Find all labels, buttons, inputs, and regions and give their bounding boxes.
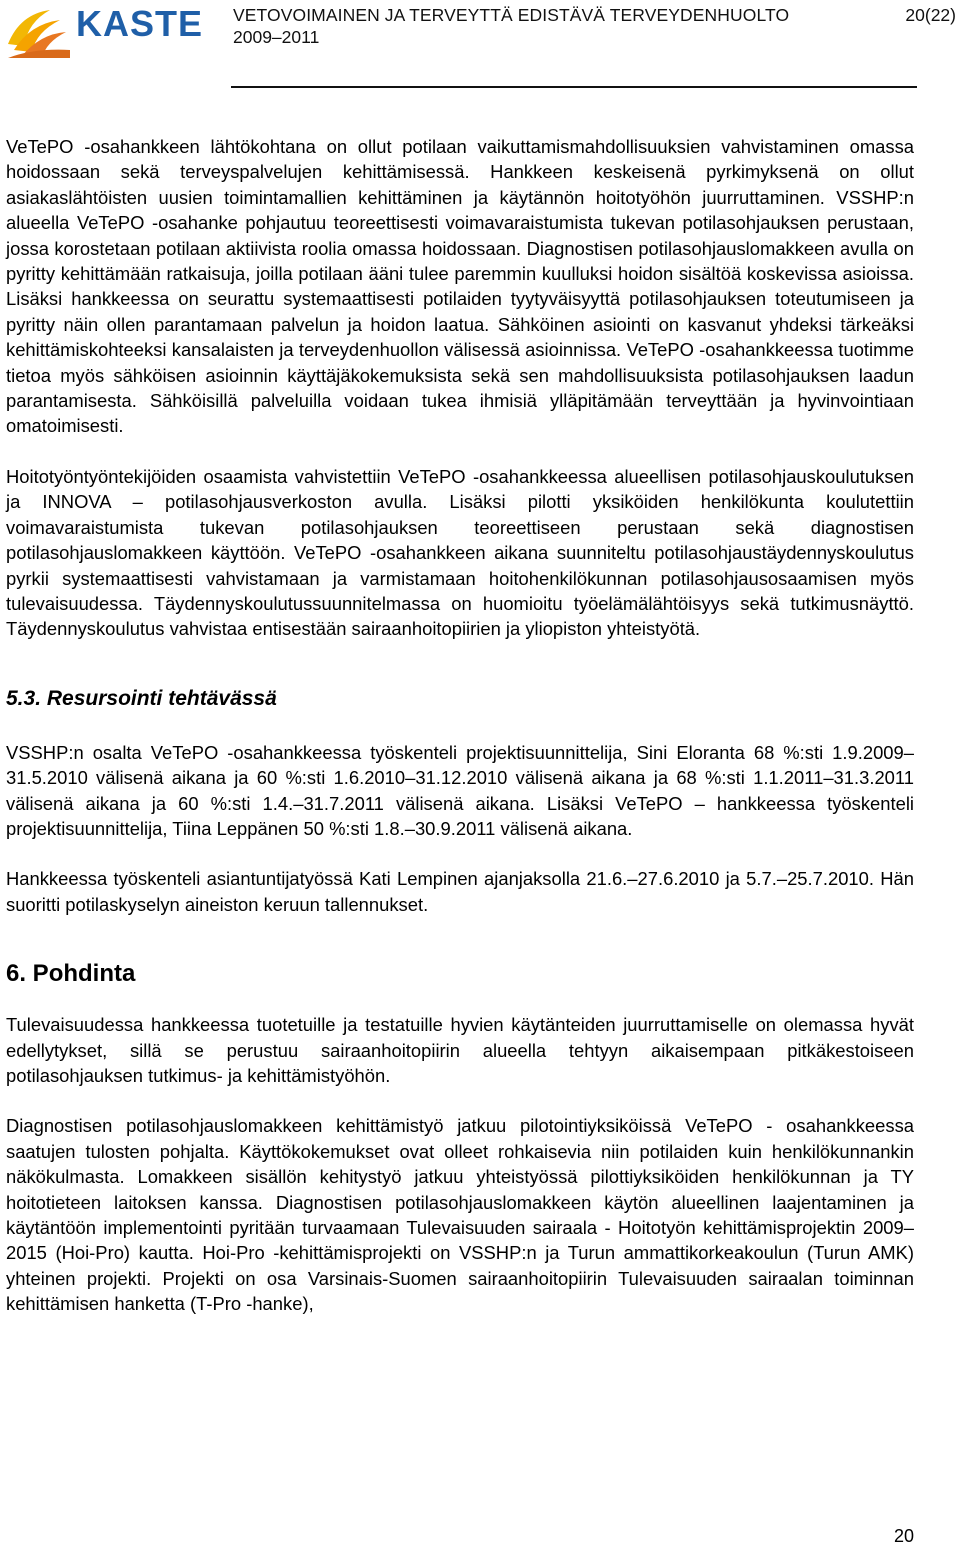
document-body [6, 134, 914, 1342]
paragraph-training: Hoitotyöntyöntekijöiden osaamista vahvistettiin VeTePO -osahankkeessa alueellisen potilasohjauskoulutuksen ja INNOVA – potilasohjausverkoston avulla. Lisäksi pilotti yksiköiden henkilökunta koulutettiin voimavaraistumista tukevan potilasohjauksen teoreettiseen perustaan sekä diagnostisen potilasohjauslomakkeen käyttöön. VeTePO -osahankkeen aikana suunniteltu potilasohjaustäydennyskoulutus pyrkii systemaattisesti vahvistamaan ja varmistamaan hoitohenkilökunnan potilasohjausosaamisen myös tulevaisuudessa. Täydennyskoulutussuunnitelmassa on huomioitu työelämälähtöisyys sekä tutkimusnäyttö. Täydennyskoulutus vahvistaa entisestään sairaanhoitopiirien ja yliopiston yhteistyötä. [6, 465, 914, 640]
kaste-logo-mark [8, 10, 70, 58]
paragraph-discussion-2: Diagnostisen potilasohjauslomakkeen kehittämistyö jatkuu pilotointiyksiköissä VeTePO - osahankkeessa saatujen tulosten pohjalta. Käyttökokemukset ovat olleet rohkaisevia niin potilaiden kuin henkilökunnankin näkökulmasta. Lomakkeen sisällön kehitystyö jatkuu yhteistyössä pilottiyksiköiden henkilökunnan ja TY hoitotieteen laitoksen kanssa. Diagnostisen potilasohjauslomakkeen käytön alueellinen laajentaminen ja käytäntöön implementointi pyritään turvaamaan Tulevaisuuden sairaala - Hoitotyön kehittämisprojektin 2009–2015 (Hoi-Pro) kautta. Hoi-Pro -kehittämisprojekti on VSSHP:n ja Turun ammattikorkeakoulun (Turun AMK) yhteinen projekti. Projekti on osa Varsinais-Suomen sairaanhoitopiirin Tulevaisuuden sairaalan toiminnan kehittämisen hanketta (T-Pro -hanke), [6, 1115, 914, 1315]
paragraph-expert-work: Hankkeessa työskenteli asiantuntijatyössä Kati Lempinen ajanjaksolla 21.6.–27.6.2010 ja 5.7.–25.7.2010. Hän suoritti potilaskyselyn aineiston keruun tallennukset. [6, 868, 914, 915]
header-years: 2009–2011 [233, 27, 320, 47]
paragraph-resources: VSSHP:n osalta VeTePO -osahankkeessa työskenteli projektisuunnittelija, Sini Eloranta 68 %:sti 1.9.2009–31.5.2010 välisenä aikana ja 60 %:sti 1.6.2010–31.12.2010 välisenä aikana ja 68 %:sti 1.1.2011–31.3.2011 välisenä aikana ja 60 %:sti 1.4.–31.7.2011 välisenä aikana. Lisäksi VeTePO – hankkeessa työskenteli projektisuunnittelija, Tiina Leppänen 50 %:sti 1.8.–30.9.2011 välisenä aikana. [6, 741, 914, 839]
footer-page-number: 20 [893, 1526, 914, 1546]
paragraph-vetepo-intro: VeTePO -osahankkeen lähtökohtana on ollut potilaan vaikuttamismahdollisuuksien vahvistaminen omassa hoidossaan sekä terveyspalvelujen kehittämisessä. Hankkeen keskeisenä pyrkimyksenä on ollut asiakaslähtöisten uusien toimintamallien kehittäminen ja käytännön hoitotyöhön juurruttaminen. VSSHP:n alueella VeTePO -osahanke pohjautuu teoreettisesti voimavaraistumista tukevan potilasohjauksen perustaan, jossa korostetaan potilaan aktiivista roolia omassa hoidossaan. Diagnostisen potilasohjauslomakkeen avulla on pyritty kehittämään ratkaisuja, joilla potilaan ääni tulee paremmin kuulluksi hoidon sisältöä koskevissa asioissa. Lisäksi hankkeessa on seurattu systemaattisesti potilaiden tyytyväisyyttä potilasohjauksen toteutumiseen ja pyritty näin ollen parantamaan palvelun ja hoidon laatua. Sähköinen asiointi on kasvanut yhdeksi tärkeäksi kehittämiskohteeksi kansalaisten ja terveydenhuollon välisessä asioinnissa. VeTePO -osahankkeessa tuotimme tietoa myös sähköisen asioinnin käyttäjäkokemuksista sekä sen mahdollisuuksista potilasohjauksen laadun parantamisesta. Sähköisillä palveluilla voidaan tukea ihmisiä ylläpitämään terveyttään ja hyvinvointiaan omatoimisesti. [6, 136, 914, 437]
paragraph-discussion-1: Tulevaisuudessa hankkeessa tuotetuille ja testatuille hyvien käytänteiden juurruttamiselle on olemassa hyvät edellytykset, sillä se perustuu sairaanhoitopiirin alueella tehtyyn aikaisempaan pitkäkestoiseen potilasohjauksen tutkimus- ja kehittämistyöhön. [6, 1014, 914, 1086]
header-page-indicator: 20(22) [905, 5, 956, 25]
kaste-logo-text: KASTE [76, 3, 204, 44]
section-6-heading: 6. Pohdinta [6, 960, 136, 988]
section-5-3-heading: 5.3. Resursointi tehtävässä [6, 686, 277, 710]
header-title: VETOVOIMAINEN JA TERVEYTTÄ EDISTÄVÄ TERVEYDENHUOLTO [233, 5, 790, 25]
kaste-logo [4, 0, 204, 60]
header-divider [231, 86, 917, 88]
page-header [0, 0, 960, 90]
